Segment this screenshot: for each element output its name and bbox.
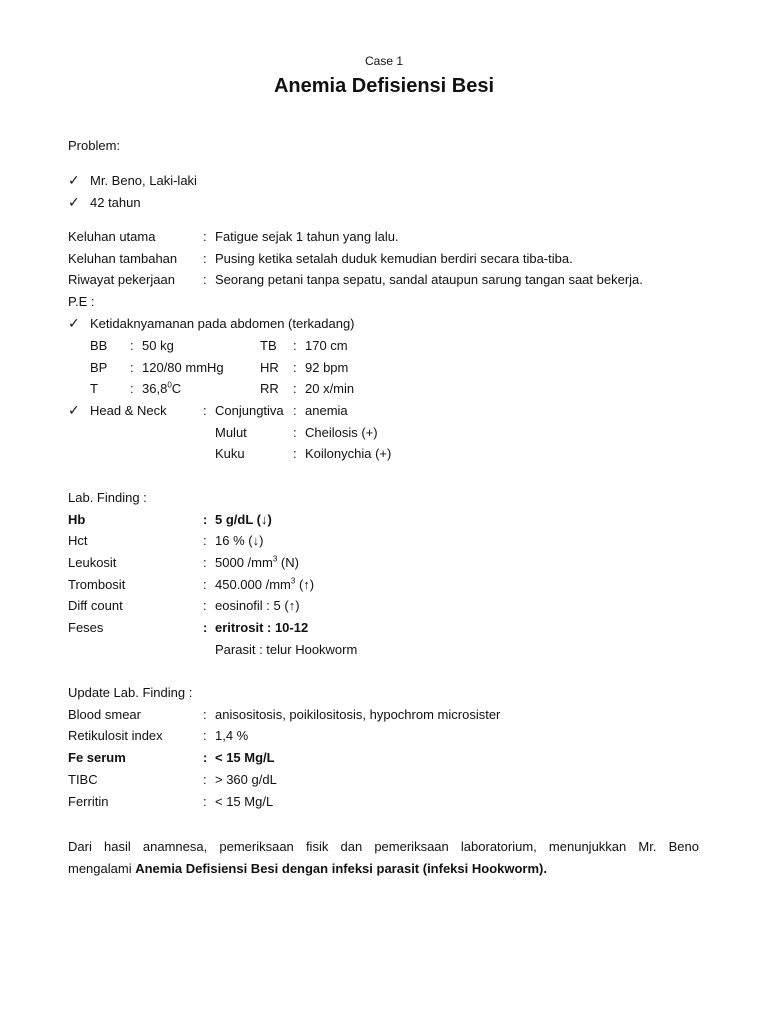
colon: : xyxy=(293,403,297,418)
vital-label-t: T xyxy=(90,381,98,396)
problem-heading: Problem: xyxy=(68,138,121,153)
colon: : xyxy=(203,794,207,809)
complaint-value-additional: Pusing ketika setalah duduk kemudian berdiri secara tiba-tiba. xyxy=(215,251,573,266)
colon: : xyxy=(203,772,207,787)
conclusion-diagnosis: Anemia Defisiensi Besi dengan infeksi parasit (infeksi Hookworm). xyxy=(135,861,547,876)
pe-heading: P.E : xyxy=(68,294,95,309)
case-label: Case 1 xyxy=(364,54,404,68)
complaint-value-main: Fatigue sejak 1 tahun yang lalu. xyxy=(215,229,399,244)
colon: : xyxy=(203,251,207,266)
lab-value-parasit: Parasit : telur Hookworm xyxy=(215,642,358,657)
problem-item-name: Mr. Beno, Laki-laki xyxy=(90,173,197,188)
update-lab-value-ferritin: < 15 Mg/L xyxy=(215,794,274,809)
vital-value-t: 36,8$^0$C xyxy=(142,380,182,396)
conclusion-paragraph xyxy=(68,836,699,880)
complaint-value-occupation: Seorang petani tanpa sepatu, sandal ataupun sarung tangan saat bekerja. xyxy=(215,272,643,287)
lab-label-hb: Hb xyxy=(68,512,86,527)
exam-value-conjungtiva: anemia xyxy=(305,403,348,418)
vital-label-bb: BB xyxy=(90,338,108,353)
colon: : xyxy=(203,598,207,613)
colon: : xyxy=(203,229,207,244)
vital-value-bb: 50 kg xyxy=(142,338,174,353)
colon: : xyxy=(203,533,207,548)
colon: : xyxy=(130,338,134,353)
colon: : xyxy=(293,360,297,375)
complaint-label-additional: Keluhan tambahan xyxy=(68,251,178,266)
vital-label-rr: RR xyxy=(260,381,279,396)
update-lab-value-tibc: > 360 g/dL xyxy=(215,772,277,787)
complaint-label-main: Keluhan utama xyxy=(68,229,156,244)
colon: : xyxy=(203,620,208,635)
vital-label-hr: HR xyxy=(260,360,279,375)
lab-value-trombosit: 450.000 $/mm^3$ (↑) xyxy=(215,576,315,592)
lab-heading: Lab. Finding : xyxy=(68,490,147,505)
update-lab-value-blood-smear: anisositosis, poikilositosis, hypochrom microsister xyxy=(215,707,501,722)
conclusion-line-2-prefix: mengalami xyxy=(68,861,136,876)
colon: : xyxy=(203,728,207,743)
colon: : xyxy=(203,577,207,592)
pe-item-abdomen: Ketidaknyamanan pada abdomen (terkadang) xyxy=(90,316,355,331)
update-lab-value-retikulosit: 1,4 % xyxy=(215,728,249,743)
colon: : xyxy=(293,425,297,440)
lab-value-leukosit: 5000 $/mm^3$ (N) xyxy=(215,554,299,570)
lab-value-hct: 16 % (↓) xyxy=(215,533,264,548)
colon: : xyxy=(203,272,207,287)
arrow-down-icon: ↓ xyxy=(252,533,260,548)
exam-label-kuku: Kuku xyxy=(215,446,245,461)
lab-value-diff-count: eosinofil : 5 (↑) xyxy=(215,598,300,613)
arrow-up-icon: ↑ xyxy=(303,577,310,592)
colon: : xyxy=(203,555,207,570)
colon: : xyxy=(203,750,208,765)
lab-label-feses: Feses xyxy=(68,620,104,635)
update-lab-label-fe-serum: Fe serum xyxy=(68,750,126,765)
colon: : xyxy=(293,446,297,461)
colon: : xyxy=(203,403,207,418)
check-icon: ✓ xyxy=(68,172,80,188)
exam-value-kuku: Koilonychia (+) xyxy=(305,446,392,461)
page-title: Anemia Defisiensi Besi xyxy=(273,75,495,97)
update-lab-heading: Update Lab. Finding : xyxy=(68,685,193,700)
update-lab-value-fe-serum: < 15 Mg/L xyxy=(215,750,275,765)
update-lab-label-retikulosit: Retikulosit index xyxy=(68,728,163,743)
vital-value-hr: 92 bpm xyxy=(305,360,349,375)
check-icon: ✓ xyxy=(68,315,80,331)
vital-value-tb: 170 cm xyxy=(305,338,348,353)
colon: : xyxy=(203,512,208,527)
lab-value-feses: eritrosit : 10-12 xyxy=(215,620,309,635)
lab-label-hct: Hct xyxy=(68,533,88,548)
lab-value-hb: 5 g/dL (↓) xyxy=(215,512,272,527)
arrow-down-icon: ↓ xyxy=(260,512,268,527)
lab-label-leukosit: Leukosit xyxy=(68,555,117,570)
conclusion-line-1: Dari hasil anamnesa, pemeriksaan fisik dan pemeriksaan laboratorium, menunjukkan Mr. Beno xyxy=(68,839,699,854)
vital-value-bp: 120/80 mmHg xyxy=(142,360,224,375)
colon: : xyxy=(293,381,297,396)
lab-label-trombosit: Trombosit xyxy=(68,577,126,592)
exam-label-conjungtiva: Conjungtiva xyxy=(215,403,284,418)
vital-label-tb: TB xyxy=(260,338,277,353)
update-lab-label-tibc: TIBC xyxy=(68,772,98,787)
update-lab-label-ferritin: Ferritin xyxy=(68,794,109,809)
colon: : xyxy=(293,338,297,353)
head-neck-label: Head & Neck xyxy=(90,403,167,418)
colon: : xyxy=(130,381,134,396)
problem-item-age: 42 tahun xyxy=(90,195,141,210)
lab-label-diff-count: Diff count xyxy=(68,598,123,613)
arrow-up-icon: ↑ xyxy=(288,598,296,613)
colon: : xyxy=(130,360,134,375)
vital-label-bp: BP xyxy=(90,360,108,375)
vital-value-rr: 20 x/min xyxy=(305,381,355,396)
exam-value-mulut: Cheilosis (+) xyxy=(305,425,378,440)
update-lab-label-blood-smear: Blood smear xyxy=(68,707,141,722)
exam-label-mulut: Mulut xyxy=(215,425,247,440)
check-icon: ✓ xyxy=(68,194,80,210)
check-icon: ✓ xyxy=(68,402,80,418)
colon: : xyxy=(203,707,207,722)
complaint-label-occupation: Riwayat pekerjaan xyxy=(68,272,175,287)
